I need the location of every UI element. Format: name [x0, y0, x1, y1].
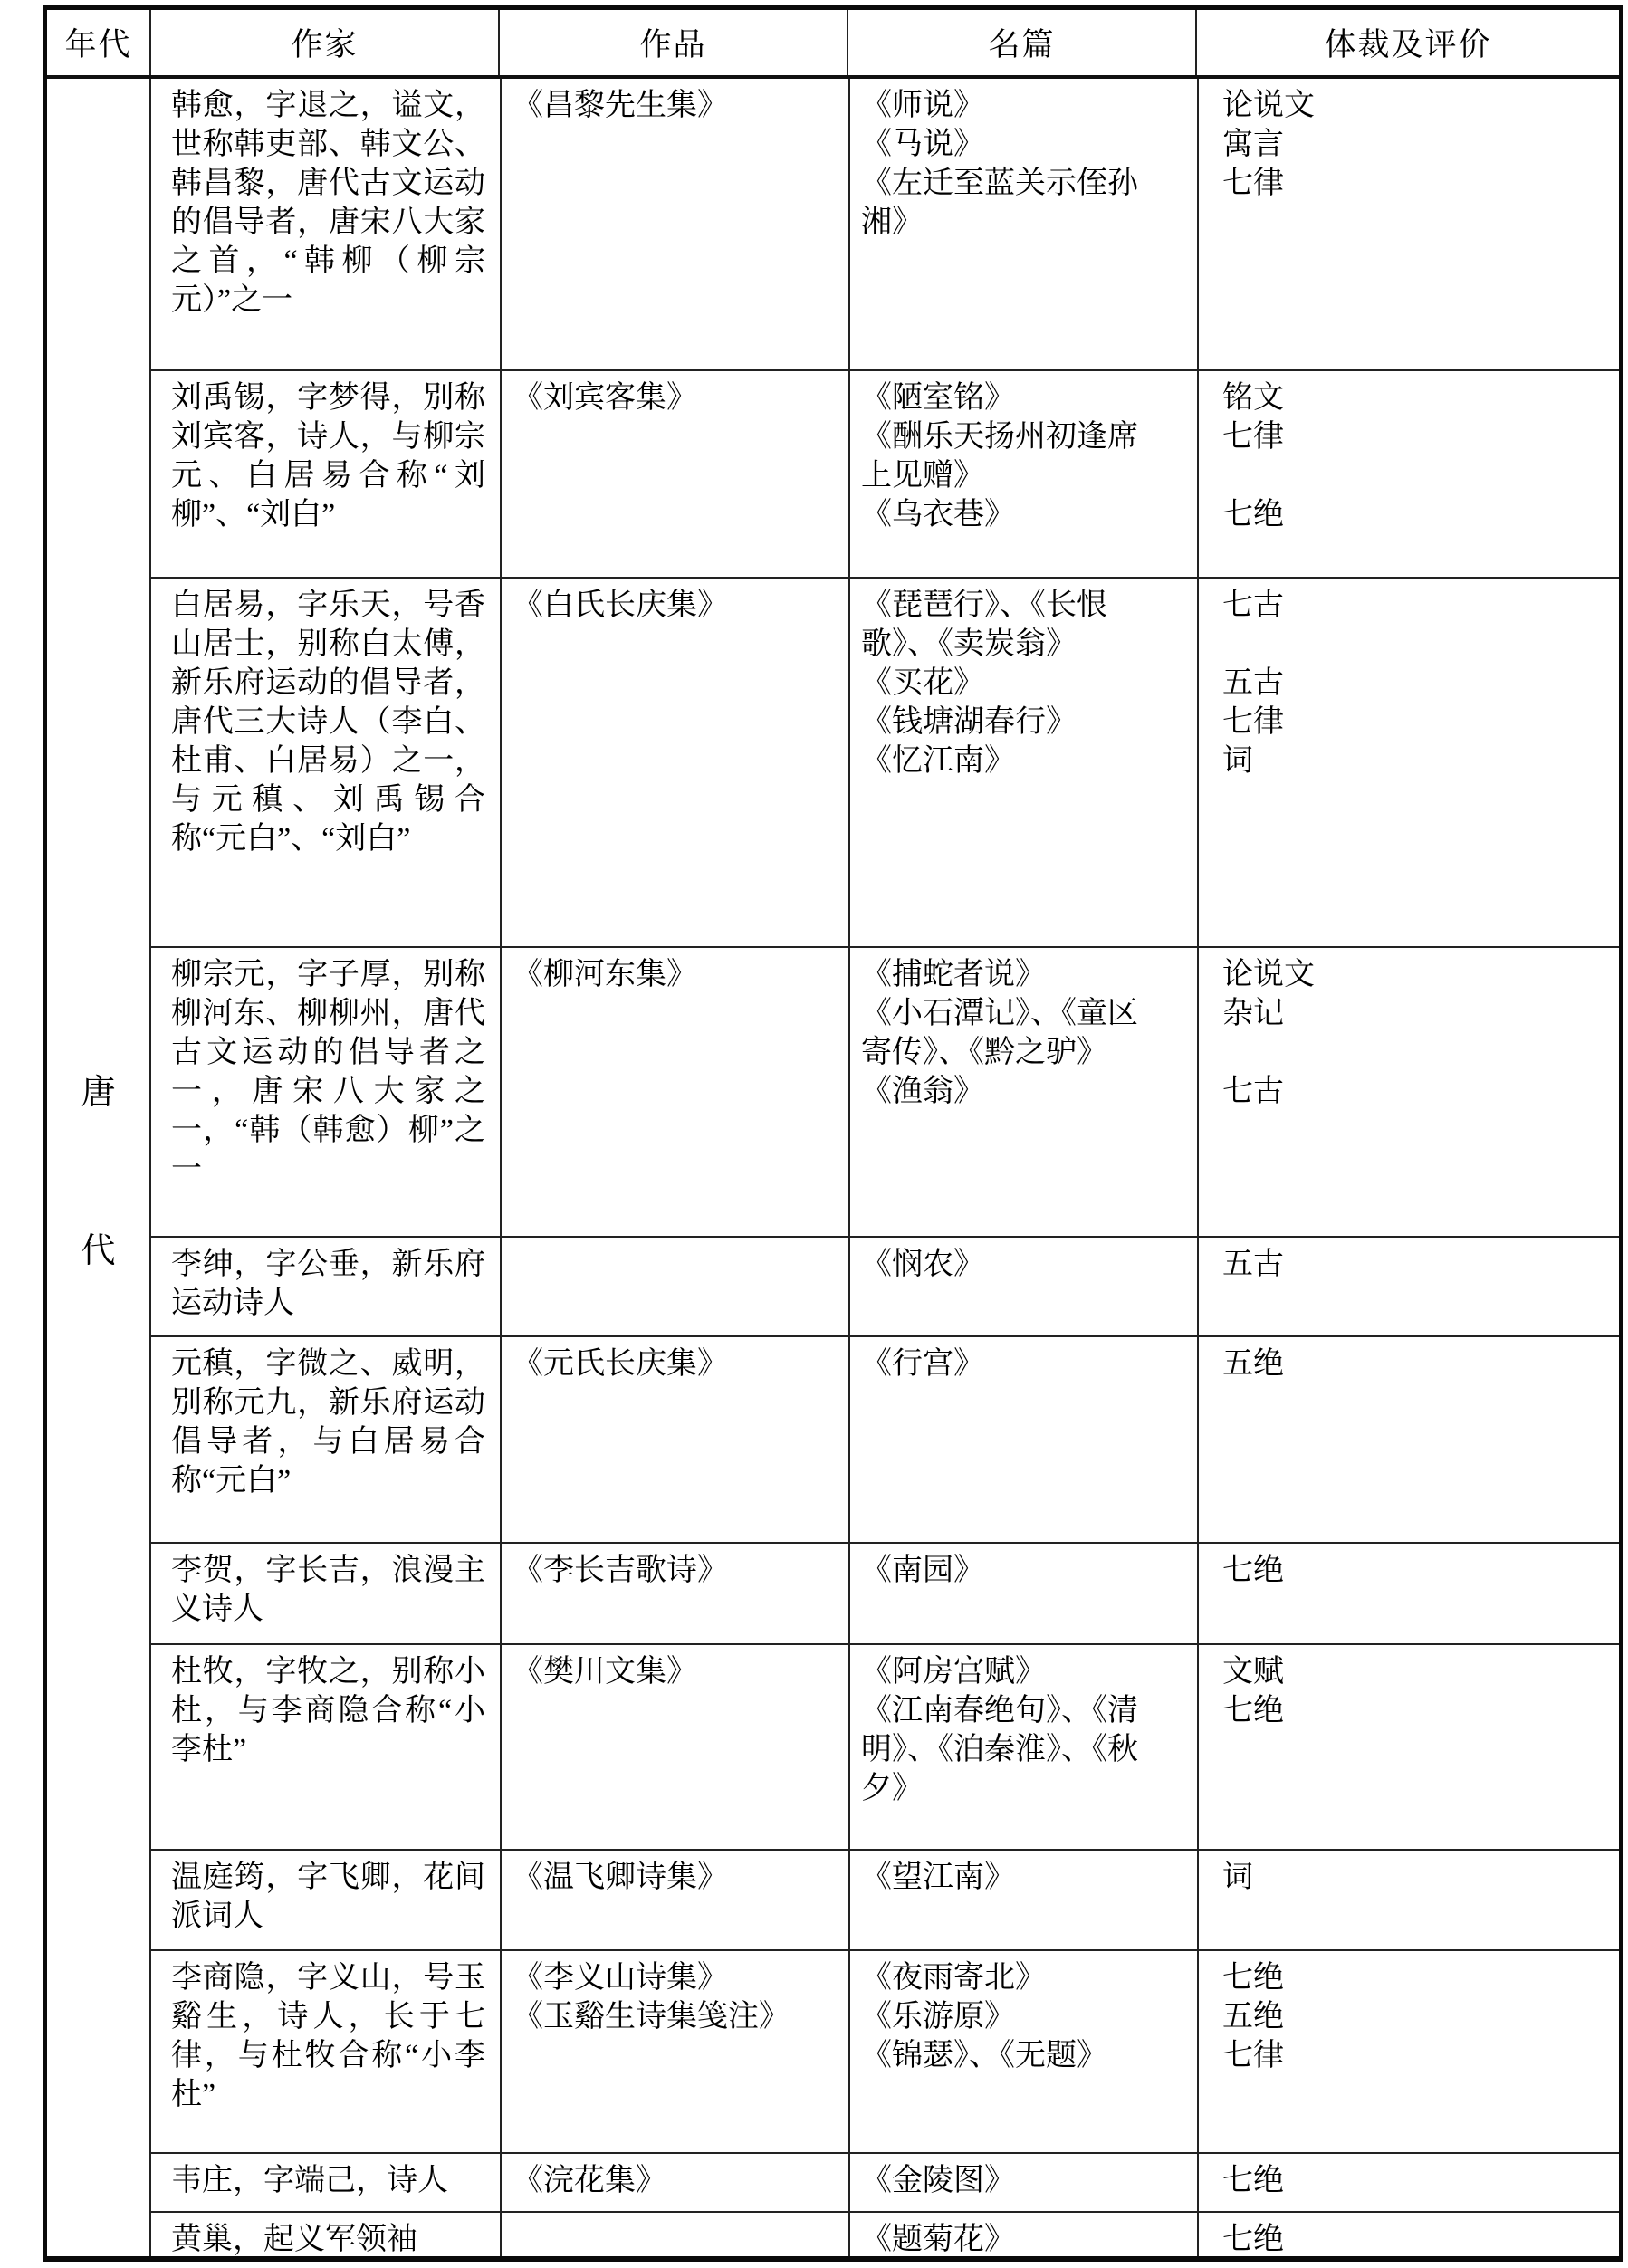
text-line: 七绝: [1222, 2223, 1284, 2256]
genre-cell: [1197, 2154, 1619, 2211]
text-line: 《乐游原》: [861, 2000, 1015, 2034]
table-row-dumu: [151, 1645, 1619, 1851]
text-line: 杂记: [1222, 997, 1284, 1030]
works-cell: [500, 1851, 848, 1949]
text-line: 铭文: [1222, 381, 1284, 415]
works-cell: [500, 1337, 848, 1542]
column-header-titles: 名篇: [847, 10, 1195, 75]
text-line: 《元氏长庆集》: [512, 1347, 728, 1381]
text-line: 七古: [1222, 589, 1284, 622]
text-line: 《行宫》: [861, 1347, 984, 1381]
works-cell: [500, 79, 848, 369]
text-line: [1222, 625, 1615, 664]
genre-cell: [1197, 1951, 1619, 2152]
titles-cell: [848, 948, 1197, 1236]
text-line: 《左迁至蓝关示侄孙: [861, 167, 1138, 200]
text-line: 七律: [1222, 705, 1284, 739]
column-header-works: 作品: [498, 10, 847, 75]
titles-cell: [848, 579, 1197, 946]
text-line: 论说文: [1222, 89, 1315, 122]
text-line: 《玉谿生诗集笺注》: [512, 2000, 790, 2034]
author-cell: 元稹，字微之、威明，别称元九，新乐府运动倡导者，与白居易合称“元白”: [171, 1347, 485, 1498]
text-line: 《锦瑟》、《无题》: [861, 2039, 1107, 2072]
table-row-weizhuang: [151, 2154, 1619, 2213]
author-cell: 温庭筠，字飞卿，花间派词人: [171, 1861, 485, 1933]
titles-cell: [848, 1851, 1197, 1949]
table-rows: [149, 79, 1619, 2256]
table-row-liuyuxi: [151, 371, 1619, 579]
text-line: 寄传》、《黔之驴》: [861, 1036, 1107, 1069]
text-line: 寓言: [1222, 128, 1284, 161]
text-line: 上见赠》: [861, 459, 984, 493]
column-header-genre: 体裁及评价: [1195, 10, 1619, 75]
table-row-baijuyi: [151, 579, 1619, 948]
table-row-lishangyin: [151, 1951, 1619, 2154]
text-line: 《李长吉歌诗》: [512, 1554, 728, 1587]
text-line: 词: [1222, 1861, 1253, 1894]
text-line: 《马说》: [861, 128, 984, 161]
works-cell: [500, 948, 848, 1236]
text-line: 《柳河东集》: [512, 958, 697, 991]
genre-cell: [1197, 371, 1619, 577]
text-line: 《白氏长庆集》: [512, 589, 728, 622]
text-line: 论说文: [1222, 958, 1315, 991]
table-row-lihe: [151, 1544, 1619, 1645]
table-row-wentingyun: [151, 1851, 1619, 1951]
table-header-row: [47, 10, 1619, 79]
text-line: 《昌黎先生集》: [512, 89, 728, 122]
author-cell: 刘禹锡，字梦得，别称刘宾客，诗人，与柳宗元、白居易合称“刘柳”、“刘白”: [171, 381, 485, 531]
text-line: 七律: [1222, 420, 1284, 454]
text-line: 五绝: [1222, 1347, 1284, 1381]
titles-cell: [848, 1337, 1197, 1542]
text-line: 五古: [1222, 1248, 1284, 1281]
text-line: 《樊川文集》: [512, 1655, 697, 1689]
works-cell: [500, 1951, 848, 2152]
works-cell: [500, 2213, 848, 2256]
text-line: 《题菊花》: [861, 2223, 1015, 2256]
table-row-liuzongyuan: [151, 948, 1619, 1238]
titles-cell: [848, 1544, 1197, 1643]
titles-cell: [848, 1951, 1197, 2152]
text-line: 《浣花集》: [512, 2164, 666, 2197]
text-line: 《刘宾客集》: [512, 381, 697, 415]
text-line: 文赋: [1222, 1655, 1284, 1689]
literature-reference-table: [43, 5, 1623, 2262]
text-line: 《酬乐天扬州初逢席: [861, 420, 1138, 454]
text-line: 《望江南》: [861, 1861, 1015, 1894]
text-line: 七律: [1222, 2039, 1284, 2072]
table-row-huangchao: [151, 2213, 1619, 2256]
text-line: 《金陵图》: [861, 2164, 1015, 2197]
era-char-tang: 唐: [81, 1073, 116, 1112]
text-line: 《钱塘湖春行》: [861, 705, 1077, 739]
works-cell: [500, 1544, 848, 1643]
author-cell: 杜牧，字牧之，别称小杜，与李商隐合称“小李杜”: [171, 1655, 485, 1766]
author-cell: 李绅，字公垂，新乐府运动诗人: [171, 1248, 485, 1320]
titles-cell: [848, 79, 1197, 369]
author-cell: 黄巢，起义军领袖: [171, 2223, 417, 2256]
text-line: 《渔翁》: [861, 1075, 984, 1108]
author-cell: 白居易，字乐天，号香山居士，别称白太傅，新乐府运动的倡导者，唐代三大诗人（李白、杜甫、白居易）之一，与元稹、刘禹锡合称“元白”、“刘白”: [171, 589, 485, 856]
table-body: [47, 79, 1619, 2256]
genre-cell: [1197, 2213, 1619, 2256]
text-line: 《小石潭记》、《童区: [861, 997, 1138, 1030]
text-line: 七律: [1222, 167, 1284, 200]
text-line: 《琵琶行》、《长恨: [861, 589, 1107, 622]
text-line: 《温飞卿诗集》: [512, 1861, 728, 1894]
text-line: 《捕蛇者说》: [861, 958, 1046, 991]
genre-cell: [1197, 1337, 1619, 1542]
titles-cell: [848, 2154, 1197, 2211]
text-line: 湘》: [861, 206, 923, 239]
author-cell: 李贺，字长吉，浪漫主义诗人: [171, 1554, 485, 1626]
works-cell: [500, 1645, 848, 1849]
works-cell: [500, 2154, 848, 2211]
column-header-era: 年代: [64, 27, 132, 62]
table-row-hanyu: [151, 79, 1619, 371]
genre-cell: [1197, 948, 1619, 1236]
titles-cell: [848, 371, 1197, 577]
text-line: 词: [1222, 744, 1253, 778]
author-cell: 韦庄，字端己，诗人: [171, 2164, 448, 2197]
text-line: 七绝: [1222, 1961, 1284, 1995]
text-line: 《江南春绝句》、《清: [861, 1694, 1138, 1727]
genre-cell: [1197, 1851, 1619, 1949]
titles-cell: [848, 1238, 1197, 1335]
text-line: 七绝: [1222, 1554, 1284, 1587]
text-line: 七绝: [1222, 498, 1284, 531]
author-cell: 韩愈，字退之，谥文，世称韩吏部、韩文公、韩昌黎，唐代古文运动的倡导者，唐宋八大家之首，“韩柳（柳宗元）”之一: [171, 89, 485, 317]
text-line: 《李义山诗集》: [512, 1961, 728, 1995]
text-line: 七绝: [1222, 2164, 1284, 2197]
text-line: 歌》、《卖炭翁》: [861, 627, 1077, 661]
genre-cell: [1197, 79, 1619, 369]
text-line: 《师说》: [861, 89, 984, 122]
works-cell: [500, 579, 848, 946]
genre-cell: [1197, 1544, 1619, 1643]
author-cell: 李商隐，字义山，号玉谿生，诗人，长于七律，与杜牧合称“小李杜”: [171, 1961, 485, 2111]
titles-cell: [848, 1645, 1197, 1849]
column-header-author: 作家: [149, 10, 498, 75]
text-line: 七绝: [1222, 1694, 1284, 1727]
era-char-dai: 代: [81, 1231, 116, 1270]
text-line: 夕》: [861, 1772, 923, 1805]
text-line: 《夜雨寄北》: [861, 1961, 1046, 1995]
genre-cell: [1197, 1238, 1619, 1335]
table-row-yuanzhen: [151, 1337, 1619, 1544]
genre-cell: [1197, 579, 1619, 946]
text-line: 明》、《泊秦淮》、《秋: [861, 1733, 1138, 1766]
text-line: 五古: [1222, 666, 1284, 700]
text-line: 《乌衣巷》: [861, 498, 1015, 531]
text-line: 《买花》: [861, 666, 984, 700]
text-line: 五绝: [1222, 2000, 1284, 2034]
table-row-lishen: [151, 1238, 1619, 1337]
text-line: 《忆江南》: [861, 744, 1015, 778]
era-cell-tang-dynasty: [47, 79, 149, 2256]
text-line: 《悯农》: [861, 1248, 984, 1281]
text-line: [1222, 1033, 1615, 1072]
text-line: 《南园》: [861, 1554, 984, 1587]
works-cell: [500, 371, 848, 577]
text-line: 《阿房宫赋》: [861, 1655, 1046, 1689]
text-line: 七古: [1222, 1075, 1284, 1108]
author-cell: 柳宗元，字子厚，别称柳河东、柳柳州，唐代古文运动的倡导者之一，唐宋八大家之一，“韩（韩愈）柳”之一: [171, 958, 485, 1186]
genre-cell: [1197, 1645, 1619, 1849]
titles-cell: [848, 2213, 1197, 2256]
text-line: [1222, 456, 1615, 495]
text-line: 《陋室铭》: [861, 381, 1015, 415]
works-cell: [500, 1238, 848, 1335]
